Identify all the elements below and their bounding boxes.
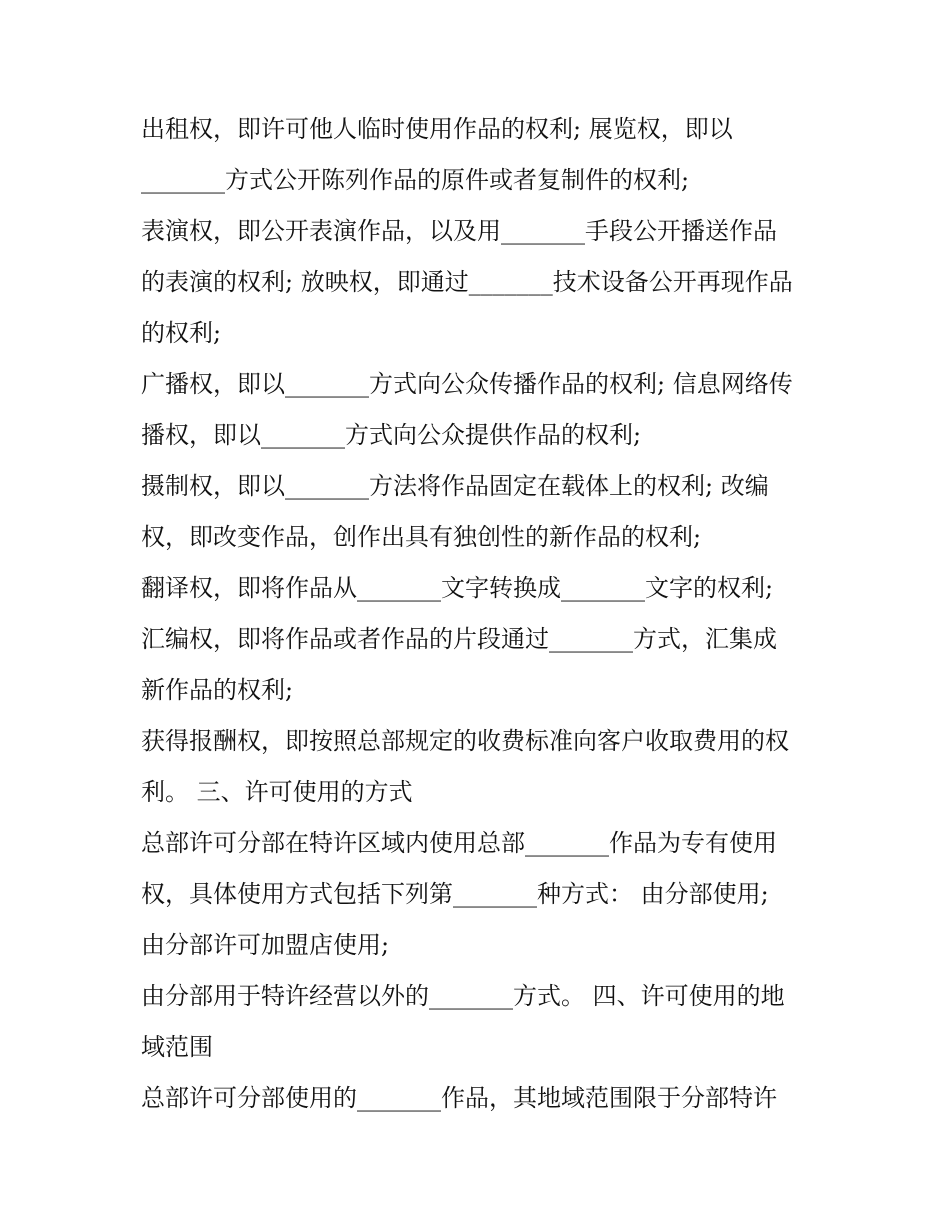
text-line: 的表演的权利; 放映权，即通过_______技术设备公开再现作品	[141, 268, 793, 296]
document-body	[141, 104, 821, 1124]
text-line: 由分部许可加盟店使用;	[141, 931, 390, 959]
text-line: 播权，即以_______方式向公众提供作品的权利;	[141, 421, 642, 449]
text-line: 翻译权，即将作品从_______文字转换成_______文字的权利;	[141, 574, 774, 602]
text-line: 域范围	[141, 1033, 213, 1061]
text-line: 广播权，即以_______方式向公众传播作品的权利; 信息网络传	[141, 370, 793, 398]
text-line: 出租权，即许可他人临时使用作品的权利; 展览权，即以	[141, 115, 733, 143]
text-line: 新作品的权利;	[141, 676, 294, 704]
text-line: 权，具体使用方式包括下列第_______种方式： 由分部使用;	[141, 880, 769, 908]
text-line: _______方式公开陈列作品的原件或者复制件的权利;	[141, 166, 690, 194]
text-line: 权，即改变作品，创作出具有独创性的新作品的权利;	[141, 523, 702, 551]
text-line: 摄制权，即以_______方法将作品固定在载体上的权利; 改编	[141, 472, 769, 500]
text-line: 由分部用于特许经营以外的_______方式。 四、许可使用的地	[141, 982, 785, 1010]
text-line: 总部许可分部在特许区域内使用总部_______作品为专有使用	[141, 829, 777, 857]
text-line: 的权利;	[141, 319, 222, 347]
text-line: 利。 三、许可使用的方式	[141, 778, 413, 806]
text-line: 获得报酬权，即按照总部规定的收费标准向客户收取费用的权	[141, 727, 789, 755]
text-line: 表演权，即公开表演作品，以及用_______手段公开播送作品	[141, 217, 777, 245]
text-line: 汇编权，即将作品或者作品的片段通过_______方式，汇集成	[141, 625, 777, 653]
text-line: 总部许可分部使用的_______作品，其地域范围限于分部特许	[141, 1084, 777, 1112]
